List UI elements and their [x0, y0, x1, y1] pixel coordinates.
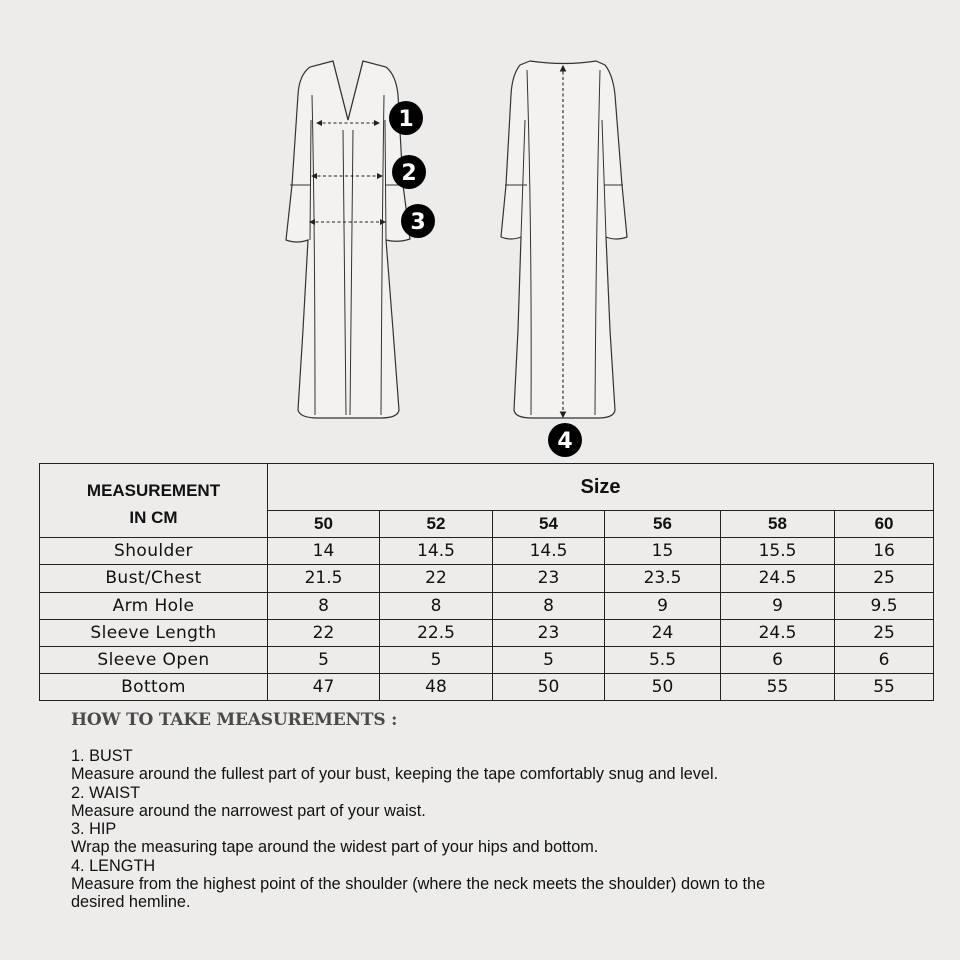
table-cell: 5	[268, 646, 380, 673]
table-cell: 9.5	[835, 592, 934, 619]
table-cell: 15.5	[721, 538, 835, 565]
size-54: 54	[493, 511, 605, 538]
size-heading: Size	[268, 464, 934, 511]
marker-4	[548, 423, 582, 457]
table-cell: 14	[268, 538, 380, 565]
table-cell: 5.5	[605, 646, 721, 673]
table-row	[40, 538, 934, 565]
instructions-title: HOW TO TAKE MEASUREMENTS :	[71, 710, 398, 730]
table-header-row	[40, 464, 934, 511]
table-cell: 23	[493, 619, 605, 646]
table-cell: 22.5	[380, 619, 493, 646]
size-50: 50	[268, 511, 380, 538]
step-text: Measure from the highest point of the shoulder (where the neck meets the shoulder) down to the desired hemline.	[71, 875, 766, 912]
row-label: Sleeve Open	[40, 646, 268, 673]
marker-1	[389, 101, 423, 135]
table-cell: 23.5	[605, 565, 721, 592]
table-cell: 8	[380, 592, 493, 619]
table-cell: 55	[721, 674, 835, 701]
table-body	[40, 538, 934, 701]
step-title: 4. LENGTH	[71, 856, 156, 875]
table-cell: 5	[493, 646, 605, 673]
step-text: Wrap the measuring tape around the widest part of your hips and bottom.	[71, 838, 599, 857]
table-cell: 9	[721, 592, 835, 619]
table-row	[40, 592, 934, 619]
back-garment-outline	[501, 61, 627, 418]
table-cell: 15	[605, 538, 721, 565]
table-cell: 24	[605, 619, 721, 646]
table-row	[40, 674, 934, 701]
table-row	[40, 565, 934, 592]
measurement-header-line1: MEASUREMENT	[86, 480, 221, 500]
row-label: Arm Hole	[40, 592, 268, 619]
step-title: 3. HIP	[71, 820, 117, 839]
table-cell: 8	[268, 592, 380, 619]
table-cell: 23	[493, 565, 605, 592]
size-60: 60	[835, 511, 934, 538]
step-text: Measure around the narrowest part of your waist.	[71, 801, 426, 820]
table-cell: 14.5	[493, 538, 605, 565]
garment-figure	[0, 0, 960, 460]
measurement-header-line2: IN CM	[129, 507, 178, 527]
row-label: Shoulder	[40, 538, 268, 565]
table-cell: 21.5	[268, 565, 380, 592]
step-title: 2. WAIST	[71, 783, 141, 802]
table-cell: 16	[835, 538, 934, 565]
row-label: Sleeve Length	[40, 619, 268, 646]
row-label: Bust/Chest	[40, 565, 268, 592]
table-cell: 14.5	[380, 538, 493, 565]
svg-text:4: 4	[557, 429, 573, 454]
table-cell: 25	[835, 619, 934, 646]
table-cell: 24.5	[721, 565, 835, 592]
marker-3	[401, 204, 435, 238]
measurement-header	[40, 464, 268, 538]
size-58: 58	[721, 511, 835, 538]
table-row	[40, 646, 934, 673]
table-row	[40, 619, 934, 646]
svg-text:1: 1	[398, 107, 414, 132]
marker-2	[392, 155, 426, 189]
table-cell: 25	[835, 565, 934, 592]
table-cell: 6	[835, 646, 934, 673]
table-cell: 22	[380, 565, 493, 592]
measurement-instructions	[71, 710, 891, 912]
svg-text:3: 3	[410, 210, 426, 235]
size-56: 56	[605, 511, 721, 538]
size-chart-table	[39, 463, 934, 701]
table-cell: 24.5	[721, 619, 835, 646]
step-text: Measure around the fullest part of your bust, keeping the tape comfortably snug and level.	[71, 765, 719, 784]
instruction-steps	[71, 747, 891, 912]
size-52: 52	[380, 511, 493, 538]
step-title: 1. BUST	[71, 747, 133, 765]
svg-text:2: 2	[401, 161, 417, 186]
table-cell: 47	[268, 674, 380, 701]
table-cell: 50	[493, 674, 605, 701]
row-label: Bottom	[40, 674, 268, 701]
table-cell: 50	[605, 674, 721, 701]
table-cell: 55	[835, 674, 934, 701]
table-cell: 9	[605, 592, 721, 619]
table-cell: 22	[268, 619, 380, 646]
table-cell: 48	[380, 674, 493, 701]
table-cell: 8	[493, 592, 605, 619]
table-cell: 6	[721, 646, 835, 673]
table-cell: 5	[380, 646, 493, 673]
